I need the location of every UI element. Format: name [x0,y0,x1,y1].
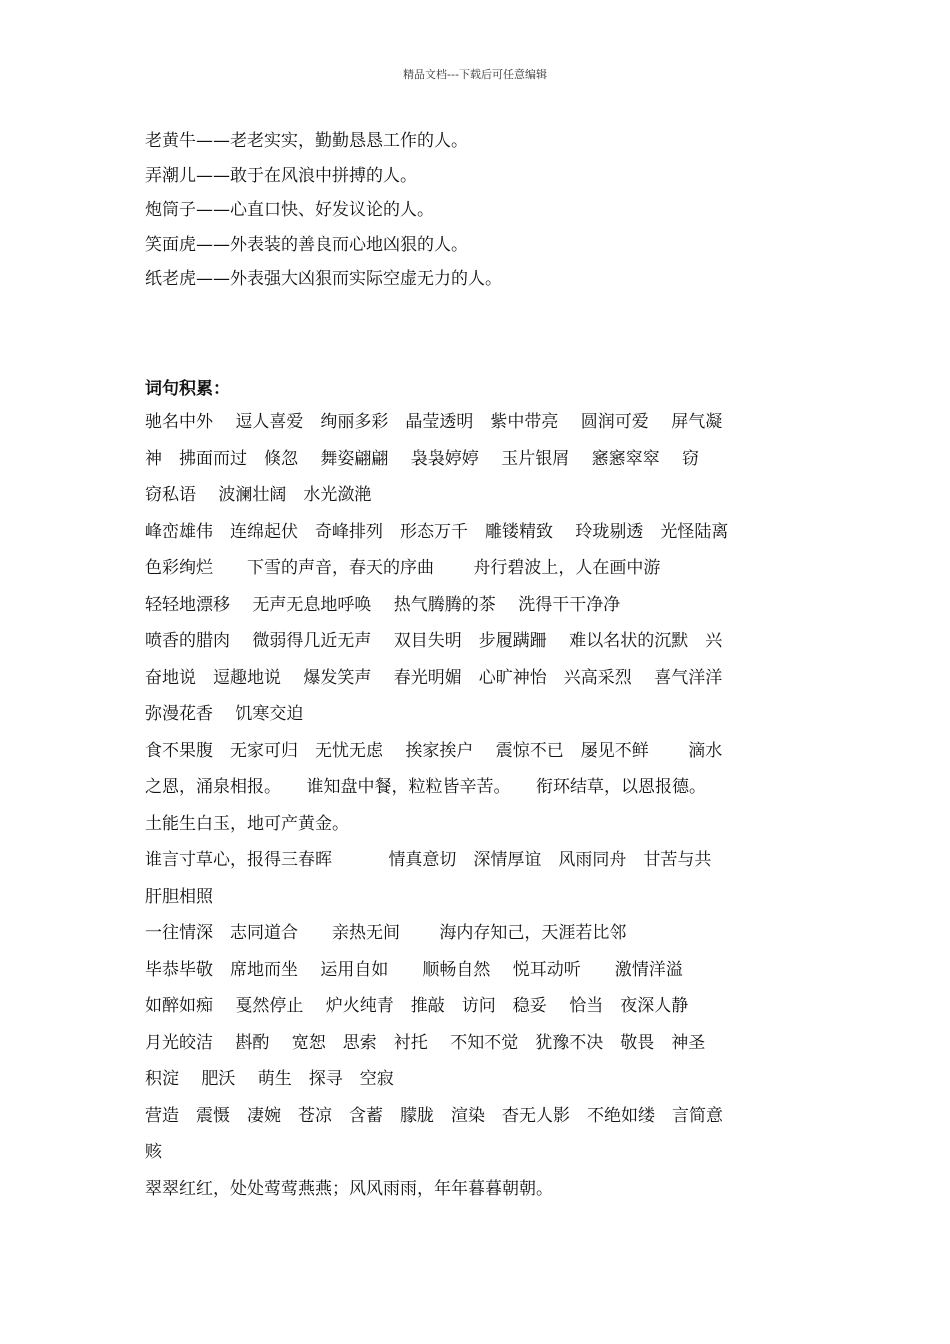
vocab-line: 之恩，涌泉相报。 谁知盘中餐，粒粒皆辛苦。 衔环结草，以恩报德。 [145,777,706,797]
vocab-line: 月光皎洁 斟酌 宽恕 思索 衬托 不知不觉 犹豫不决 敬畏 神圣 [145,1032,706,1053]
vocab-line: 毕恭毕敬 席地而坐 运用自如 顺畅自然 悦耳动听 激情洋溢 [145,959,683,980]
vocab-line: 弥漫花香 饥寒交迫 [145,704,304,724]
vocab-line: 峰峦雄伟 连绵起伏 奇峰排列 形态万千 雕镂精致 玲珑剔透 光怪陆离 [145,521,729,542]
vocab-line: 营造 震慑 凄婉 苍凉 含蓄 朦胧 渲染 杳无人影 不绝如缕 言简意 [145,1105,723,1126]
vocab-line: 食不果腹 无家可归 无忧无虑 挨家挨户 震惊不已 屡见不鲜 滴水 [145,740,723,761]
vocab-line: 如醉如痴 戛然停止 炉火纯青 推敲 访问 稳妥 恰当 夜深人静 [145,996,689,1016]
vocab-line: 土能生白玉，地可产黄金。 [145,813,349,834]
vocab-line: 神 拂面而过 倏忽 舞姿翩翩 袅袅婷婷 玉片银屑 窸窸窣窣 窃 [145,448,700,469]
vocab-line: 驰名中外 逗人喜爱 绚丽多彩 晶莹透明 紫中带亮 圆润可爱 屏气凝 [145,412,723,432]
vocab-line: 奋地说 逗趣地说 爆发笑声 春光明媚 心旷神怡 兴高采烈 喜气洋洋 [145,667,723,688]
idiom-list [145,124,825,297]
idiom-line: 老黄牛——老老实实，勤勤恳恳工作的人。 [145,131,468,151]
vocab-line: 窃私语 波澜壮阔 水光潋滟 [145,485,372,505]
vocab-line: 喷香的腊肉 微弱得几近无声 双目失明 步履蹒跚 难以名状的沉默 兴 [145,631,723,651]
page-header: 精品文档---下载后可任意编辑 [403,68,547,81]
idiom-line: 炮筒子——心直口快、好发议论的人。 [145,200,434,220]
section-title: 词句积累： [145,379,230,399]
idiom-line: 弄潮儿——敢于在风浪中拼搏的人。 [145,165,417,186]
vocab-line: 谁言寸草心，报得三春晖 情真意切 深情厚谊 风雨同舟 甘苦与共 [145,850,712,870]
vocab-line: 积淀 肥沃 萌生 探寻 空寂 [145,1069,394,1089]
vocab-line: 肝胆相照 [145,886,213,907]
idiom-line: 纸老虎——外表强大凶狠而实际空虚无力的人。 [145,269,502,289]
vocab-section [145,404,825,1207]
vocab-line: 一往情深 志同道合 亲热无间 海内存知己，天涯若比邻 [145,923,627,943]
vocab-line: 翠翠红红，处处莺莺燕燕；风风雨雨，年年暮暮朝朝。 [145,1178,553,1199]
vocab-line: 轻轻地漂移 无声无息地呼唤 热气腾腾的茶 洗得干干净净 [145,594,621,615]
vocab-line: 赅 [145,1142,162,1162]
vocab-line: 色彩绚烂 下雪的声音，春天的序曲 舟行碧波上，人在画中游 [145,558,661,578]
idiom-line: 笑面虎——外表装的善良而心地凶狠的人。 [145,234,468,255]
